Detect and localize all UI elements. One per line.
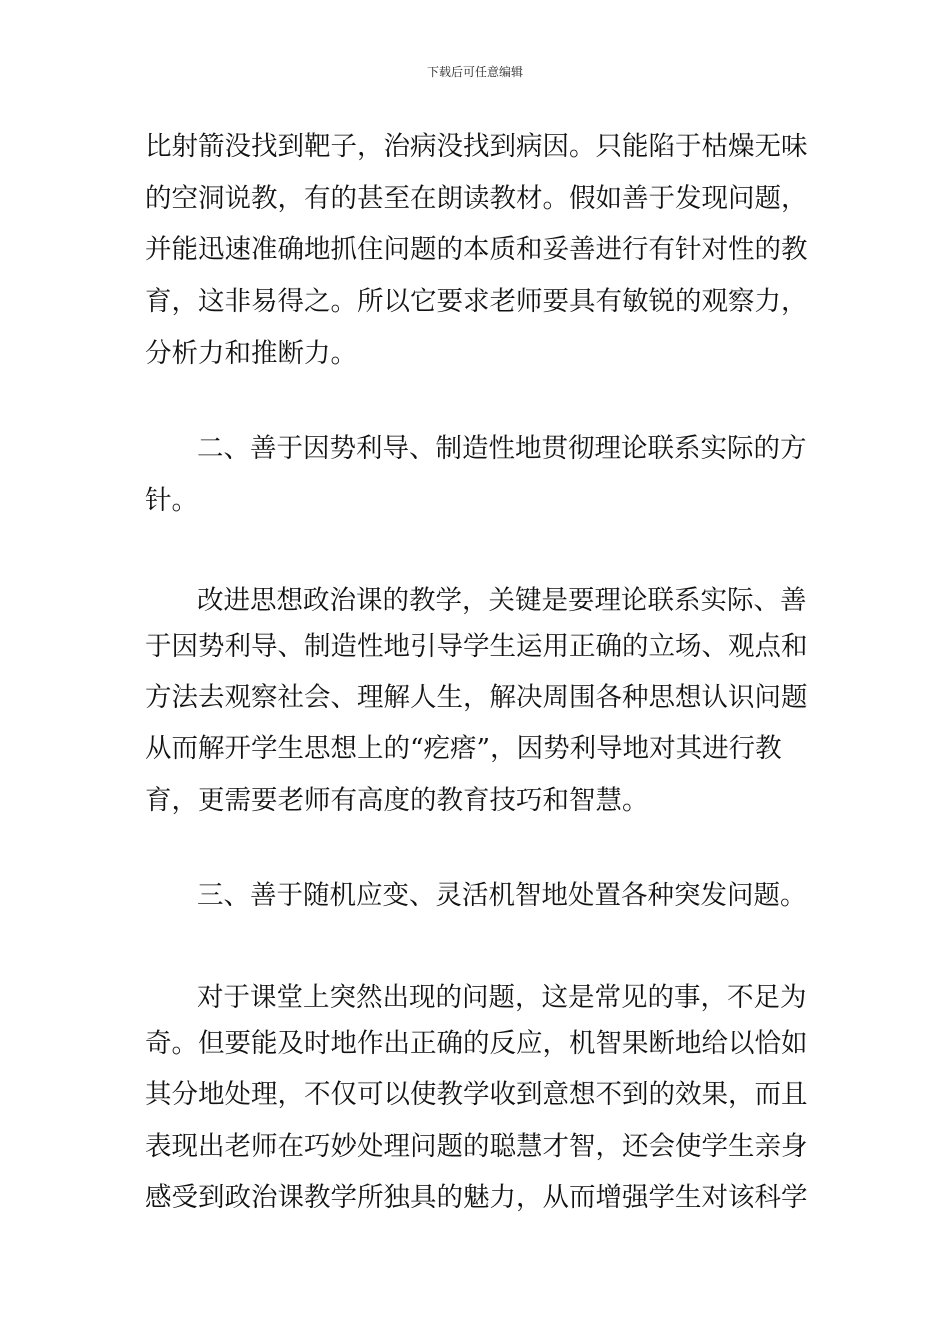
text-line: 感受到政治课教学所独具的魅力，从而增强学生对该科学: [145, 1182, 808, 1213]
text-line: 的空洞说教，有的甚至在朗读教材。假如善于发现问题，: [145, 183, 808, 214]
text-line: 方法去观察社会、理解人生，解决周围各种思想认识问题: [145, 682, 808, 713]
text-line: 育，这非易得之。所以它要求老师要具有敏锐的观察力，: [145, 286, 808, 317]
text-line: 改进思想政治课的教学，关键是要理论联系实际、善: [197, 585, 807, 616]
text-line: 其分地处理，不仅可以使教学收到意想不到的效果，而且: [145, 1079, 808, 1110]
text-line: 针。: [145, 485, 198, 516]
text-line: 三、善于随机应变、灵活机智地处置各种突发问题。: [197, 880, 807, 911]
text-line: 对于课堂上突然出现的问题，这是常见的事，不足为: [197, 982, 807, 1013]
text-line: 从而解开学生思想上的“疙瘩”，因势利导地对其进行教: [145, 733, 782, 764]
text-line: 分析力和推断力。: [145, 338, 357, 369]
text-line: 奇。但要能及时地作出正确的反应，机智果断地给以恰如: [145, 1028, 808, 1059]
text-line: 表现出老师在巧妙处理问题的聪慧才智，还会使学生亲身: [145, 1131, 808, 1162]
text-line: 于因势利导、制造性地引导学生运用正确的立场、观点和: [145, 631, 808, 662]
text-line: 育，更需要老师有高度的教育技巧和智慧。: [145, 785, 649, 816]
text-line: 比射箭没找到靶子，治病没找到病因。只能陷于枯燥无味: [145, 131, 808, 162]
page-header: 下载后可任意编辑: [426, 65, 523, 79]
text-line: 并能迅速准确地抓住问题的本质和妥善进行有针对性的教: [145, 234, 808, 265]
text-line: 二、善于因势利导、制造性地贯彻理论联系实际的方: [197, 433, 807, 464]
